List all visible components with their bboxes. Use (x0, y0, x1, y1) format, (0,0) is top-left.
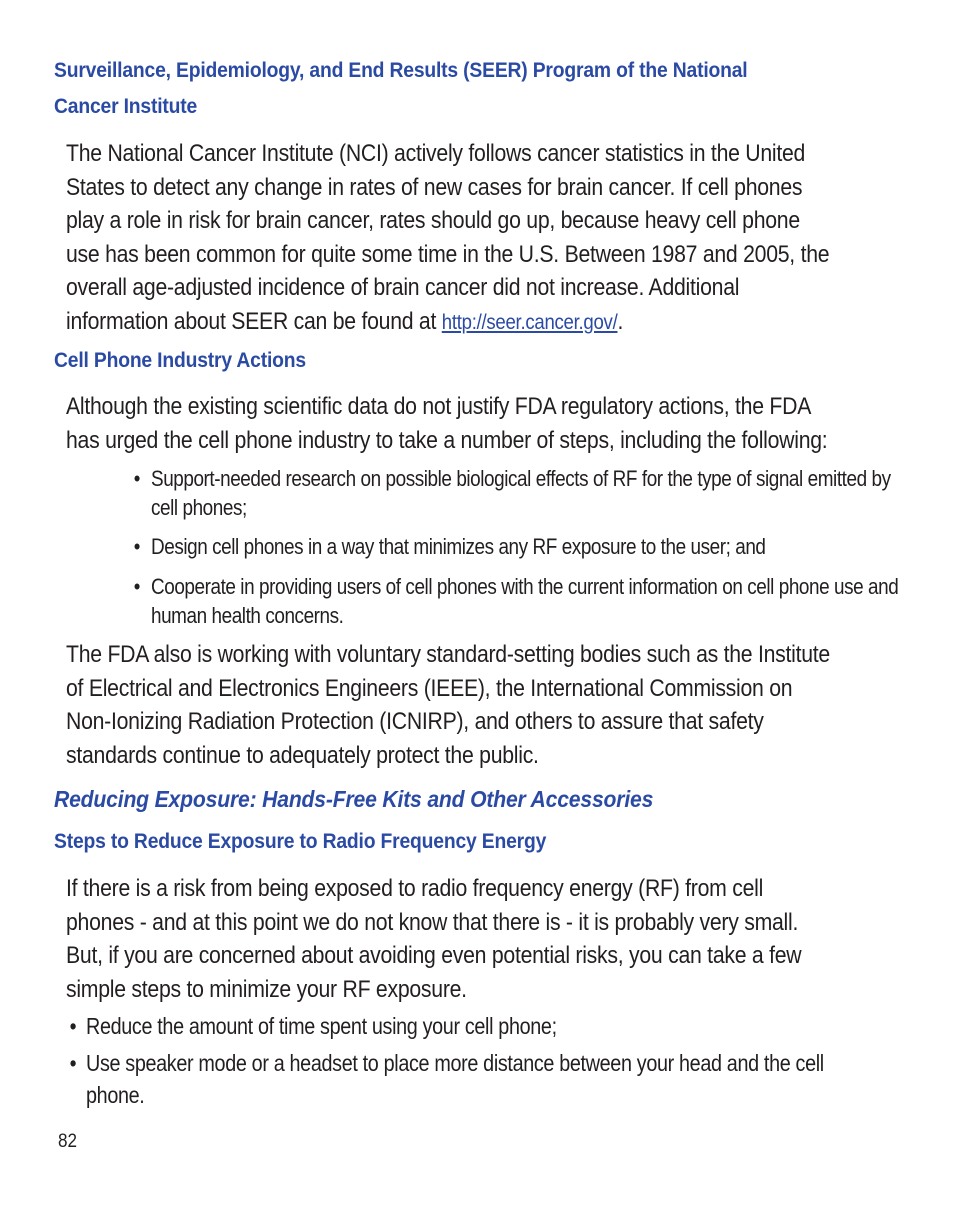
bullet-dot: • (133, 534, 140, 559)
industry-bullet-text: Support-needed research on possible biological effects of RF for the type of signal emitted by cell phones; (151, 466, 891, 520)
industry-bullet-1 (133, 464, 899, 522)
seer-period: . (617, 307, 624, 335)
fda-paragraph: The FDA also is working with voluntary standard-setting bodies such as the Institute of Electrical and Electronics Engineers (IEEE), the International Commission on Non-Ionizing Radiation Protection (ICNIRP), and others to assure that safety standards continue to adequately protect the public. (66, 641, 830, 769)
steps-bullet-2 (69, 1047, 877, 1111)
steps-bullet-text: Use speaker mode or a headset to place more distance between your head and the cell phone. (86, 1050, 824, 1108)
bullet-dot: • (69, 1013, 77, 1039)
industry-bullet-3 (133, 572, 899, 630)
seer-heading-line2: Cancer Institute (54, 95, 198, 118)
bullet-dot: • (133, 466, 140, 491)
industry-paragraph: Although the existing scientific data do not justify FDA regulatory actions, the FDA has urged the cell phone industry to take a number of steps, including the following: (66, 393, 828, 454)
steps-paragraph: If there is a risk from being exposed to radio frequency energy (RF) from cell phones - and at this point we do not know that there is - it is probably very small. But, if you are concerned about avoiding even potential risks, you can take a few simple steps to minimize your RF exposure. (66, 875, 802, 1003)
bullet-dot: • (69, 1050, 77, 1076)
bullet-dot: • (133, 574, 140, 599)
industry-bullet-text: Cooperate in providing users of cell phones with the current information on cell phone use and human health concerns. (151, 574, 899, 628)
steps-bullet-text: Reduce the amount of time spent using your cell phone; (86, 1013, 557, 1039)
industry-bullet-text: Design cell phones in a way that minimizes any RF exposure to the user; and (151, 534, 766, 559)
industry-bullet-2 (133, 532, 899, 561)
seer-heading-line1: Surveillance, Epidemiology, and End Results (SEER) Program of the National (54, 59, 748, 82)
industry-heading: Cell Phone Industry Actions (54, 349, 306, 372)
reducing-exposure-heading: Reducing Exposure: Hands-Free Kits and Other Accessories (54, 786, 654, 812)
seer-paragraph (66, 137, 836, 340)
seer-paragraph-text: The National Cancer Institute (NCI) actively follows cancer statistics in the United States to detect any change in rates of new cases for brain cancer. If cell phones play a role in risk for brain cancer, rates should go up, because heavy cell phone use has been common for quite some time in the U.S. Between 1987 and 2005, the overall age-adjusted incidence of brain cancer did not increase. Additional information about SEER can be found at (66, 140, 830, 335)
steps-heading: Steps to Reduce Exposure to Radio Frequency Energy (54, 830, 547, 853)
page-number: 82 (58, 1131, 78, 1152)
steps-bullet-1 (69, 1010, 877, 1042)
seer-heading (54, 53, 827, 125)
seer-link[interactable]: http://seer.cancer.gov/ (441, 310, 618, 334)
